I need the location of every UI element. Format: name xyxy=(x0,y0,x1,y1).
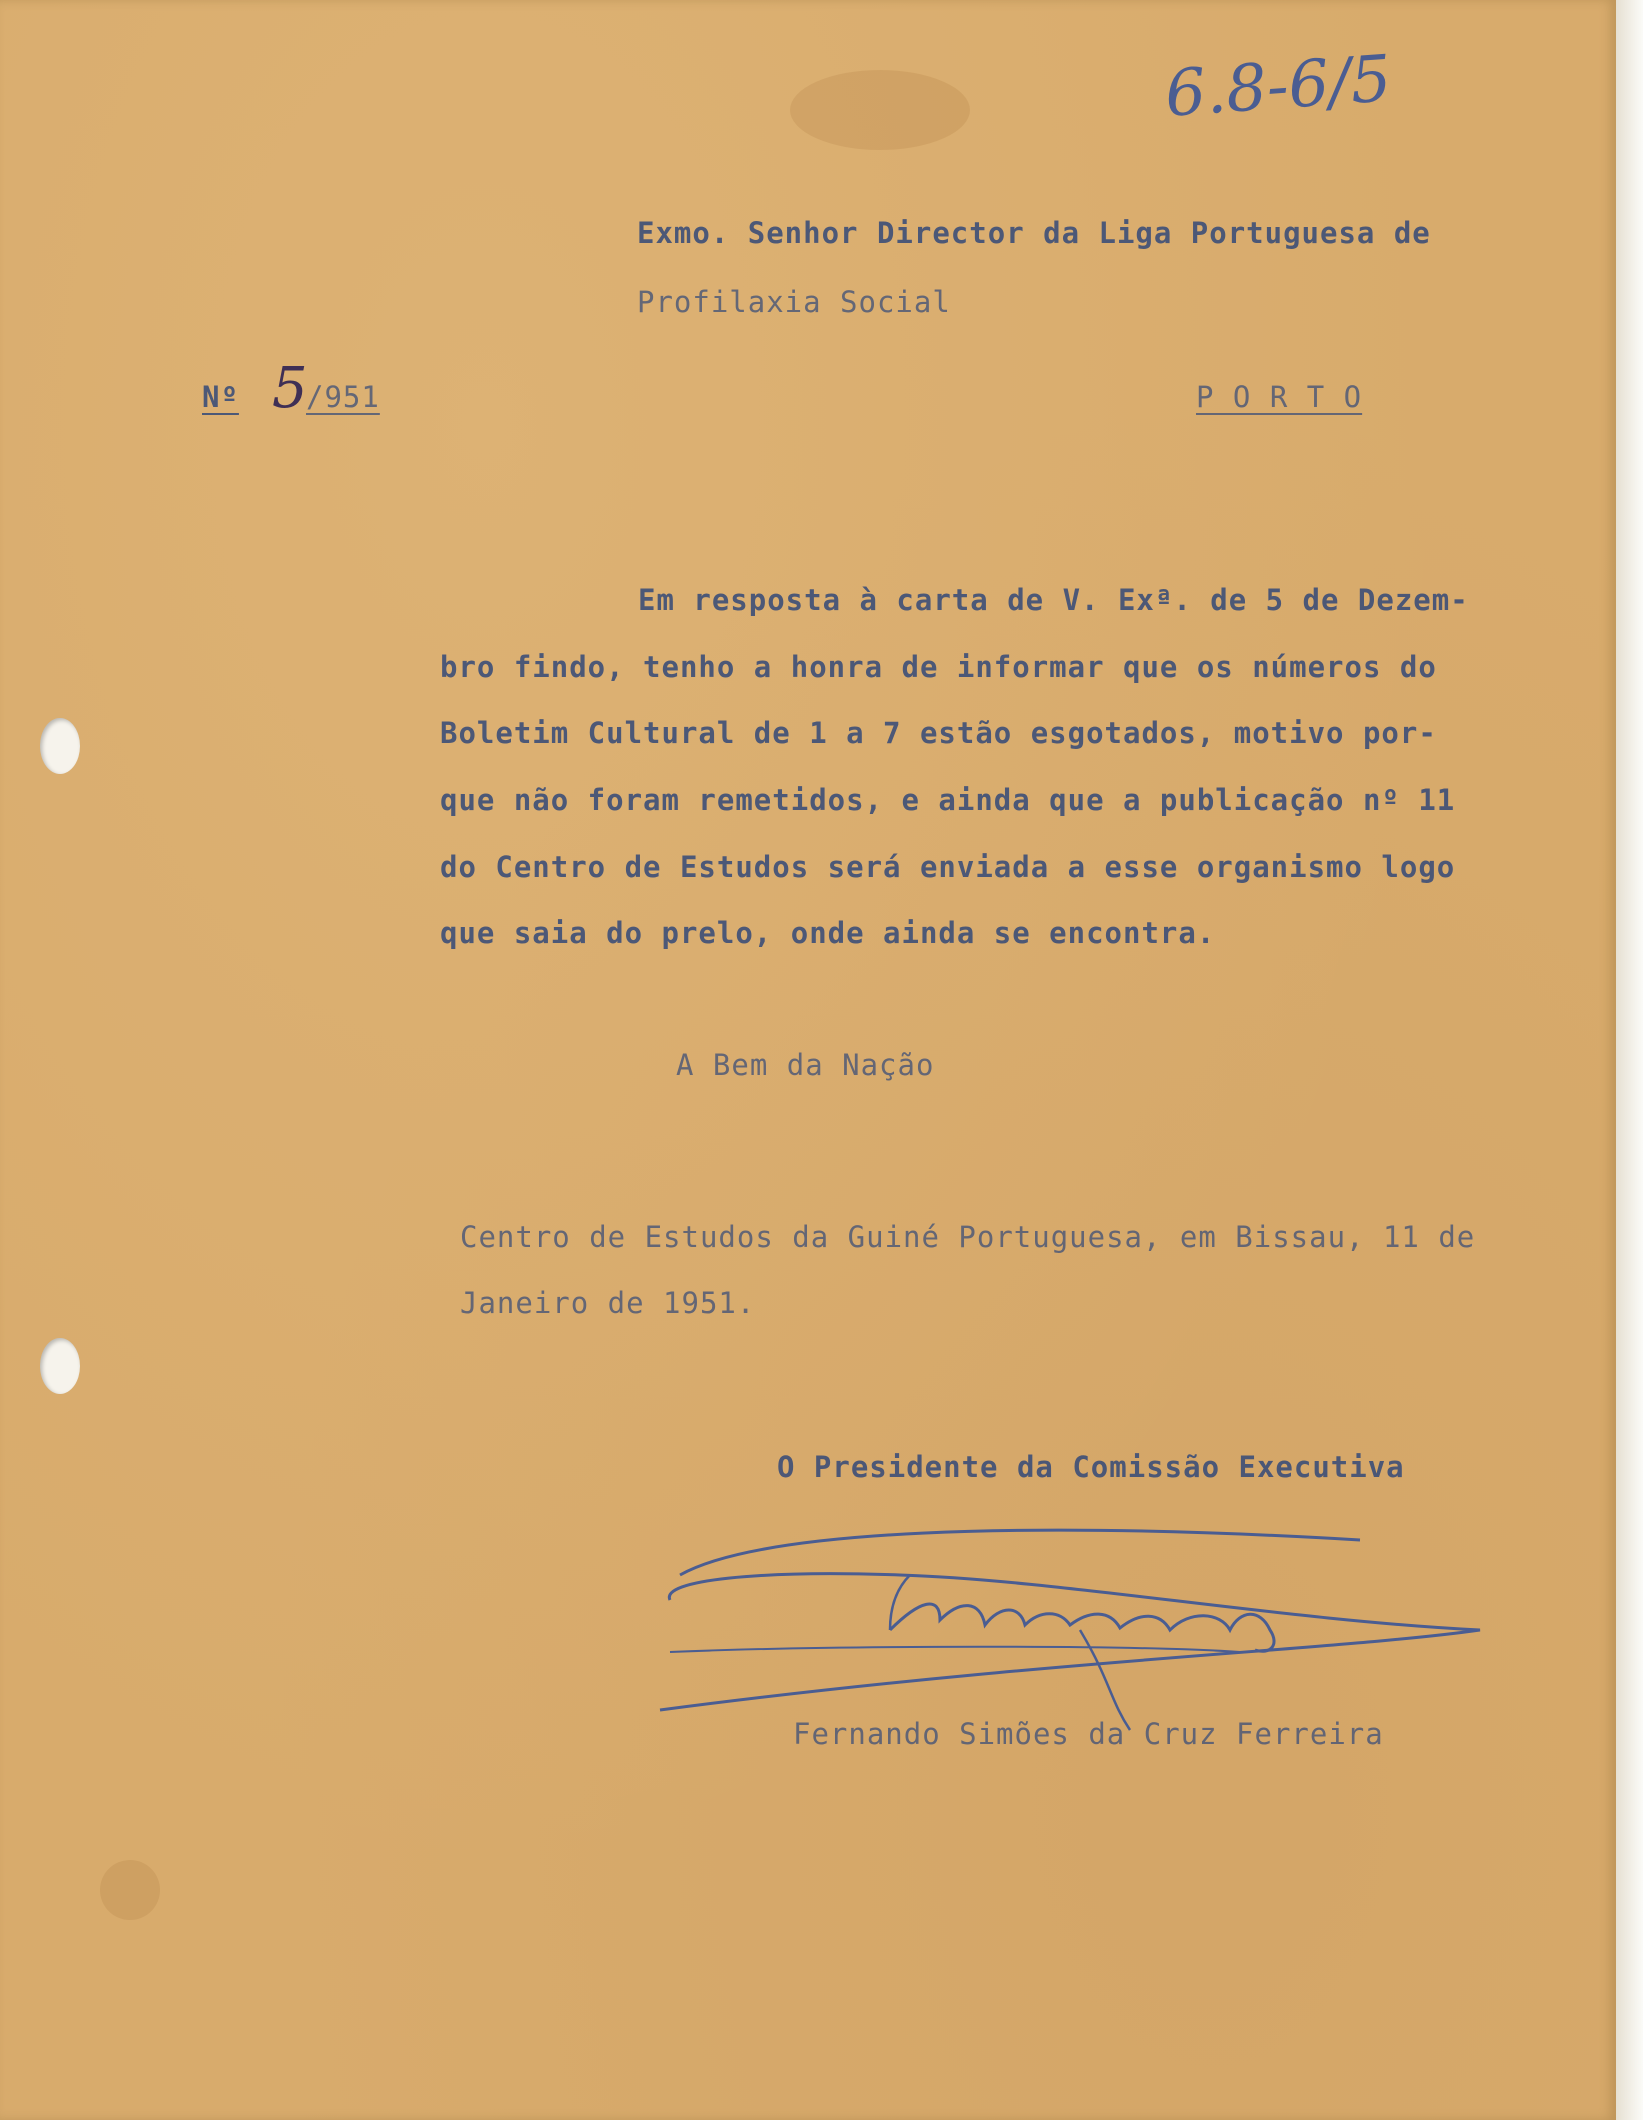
signatory-name: Fernando Simões da Cruz Ferreira xyxy=(793,1717,1384,1751)
number-suffix: /951 xyxy=(306,380,380,414)
punch-hole-top xyxy=(40,718,80,774)
body-line-6: que saia do prelo, onde ainda se encontra. xyxy=(440,916,1216,950)
signatory-title: O Presidente da Comissão Executiva xyxy=(777,1450,1405,1484)
signature-drawing xyxy=(640,1480,1490,1740)
scan-border xyxy=(1616,0,1643,2120)
paper-stain xyxy=(100,1860,160,1920)
body-line-3: Boletim Cultural de 1 a 7 estão esgotados, motivo por- xyxy=(440,716,1437,750)
body-line-1: Em resposta à carta de V. Exª. de 5 de Dezem- xyxy=(638,583,1469,617)
handwritten-number: 5 xyxy=(272,356,308,421)
salutation: A Bem da Nação xyxy=(676,1048,935,1082)
handwritten-reference: 6.8-6/5 xyxy=(1162,42,1394,132)
number-prefix: Nº xyxy=(202,380,239,414)
city-porto: P O R T O xyxy=(1196,380,1363,414)
addressee-line-2: Profilaxia Social xyxy=(637,285,951,319)
paper-stain xyxy=(790,70,970,150)
body-line-2: bro findo, tenho a honra de informar que os números do xyxy=(440,650,1437,684)
place-date-line-2: Janeiro de 1951. xyxy=(460,1286,756,1320)
body-line-4: que não foram remetidos, e ainda que a publicação nº 11 xyxy=(440,783,1456,817)
place-date-line-1: Centro de Estudos da Guiné Portuguesa, em Bissau, 11 de xyxy=(460,1220,1476,1254)
punch-hole-bottom xyxy=(40,1338,80,1394)
addressee-line-1: Exmo. Senhor Director da Liga Portuguesa de xyxy=(637,216,1431,250)
body-line-5: do Centro de Estudos será enviada a esse organismo logo xyxy=(440,850,1456,884)
